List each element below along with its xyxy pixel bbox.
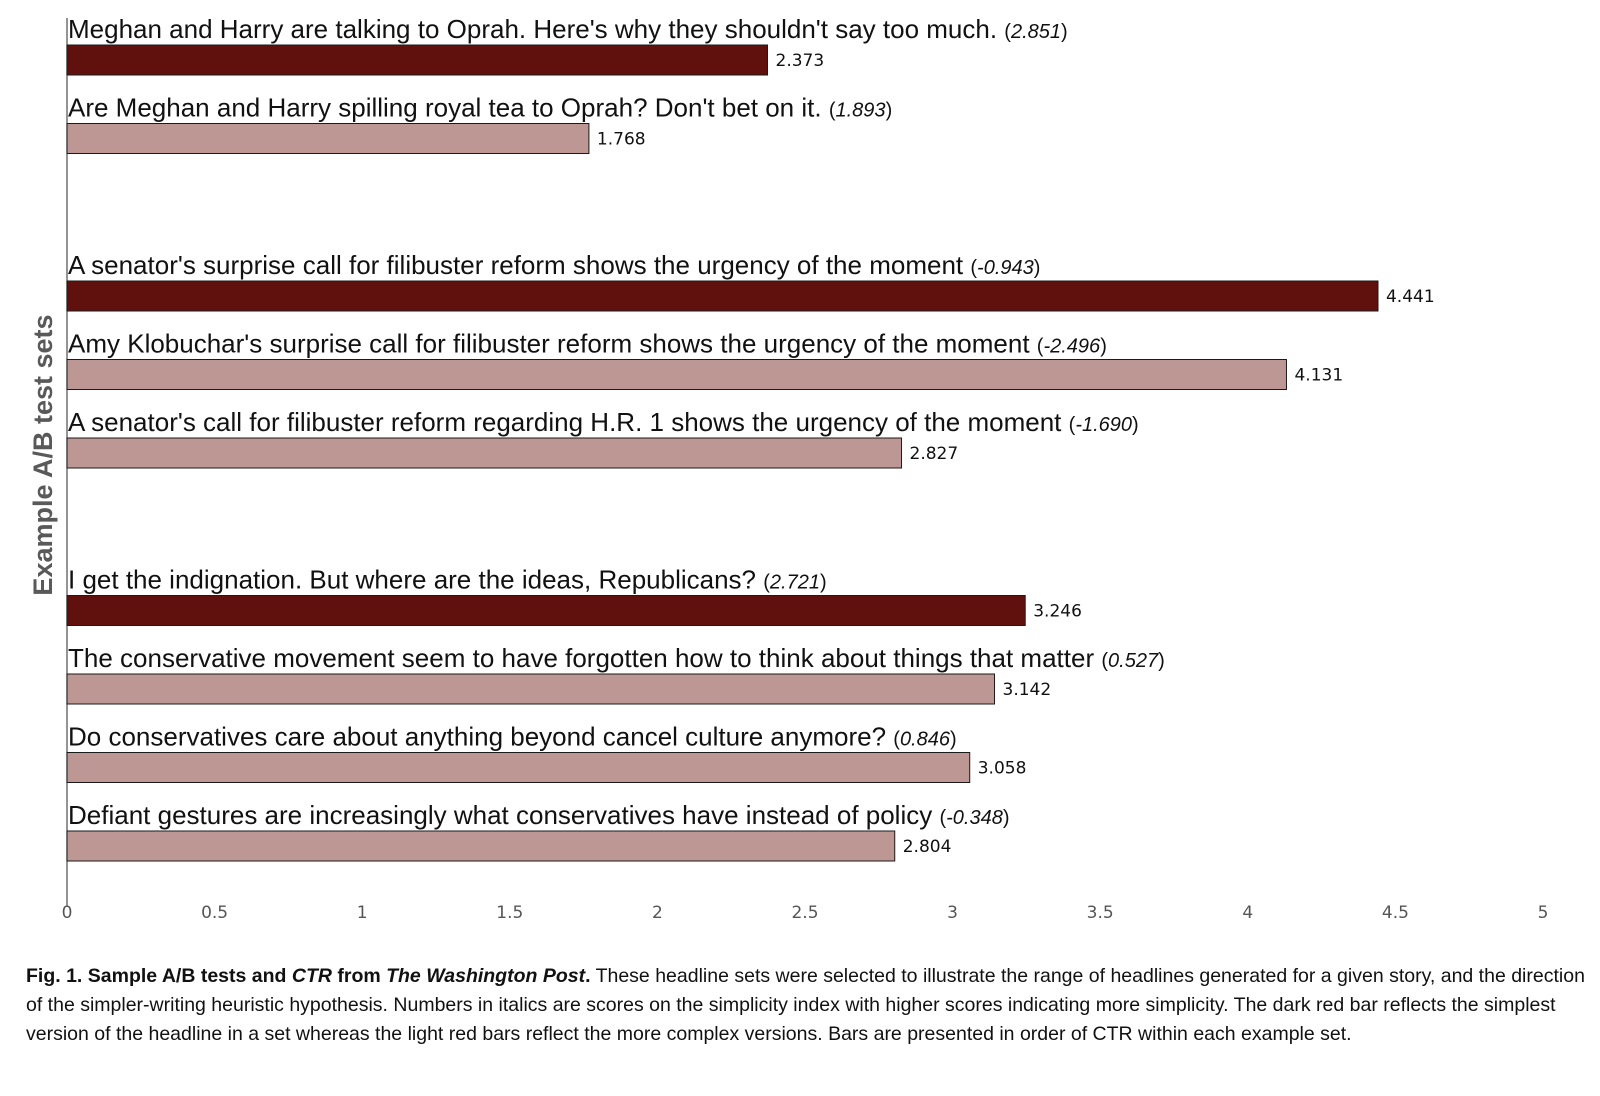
score-paren-close: ) (1132, 414, 1139, 436)
bar-simplest (67, 596, 1025, 626)
caption-fig-number: Fig. 1. (26, 965, 88, 987)
score-value: 0.846 (899, 728, 950, 751)
x-tick-label: 2 (651, 903, 663, 923)
y-axis-label: Example A/B test sets (28, 314, 58, 596)
score-paren-open: ( (1036, 335, 1044, 358)
headline-label (68, 565, 827, 595)
x-axis-ticks (62, 903, 1549, 923)
headline-label (68, 722, 957, 752)
bar-complex (67, 360, 1286, 390)
score-value: 1.893 (835, 99, 886, 122)
score-value: -1.690 (1075, 414, 1133, 436)
bar-value-label: 3.142 (1002, 680, 1052, 700)
bars-group (67, 14, 1435, 861)
x-tick-label: 0 (61, 903, 73, 923)
score-value: 0.527 (1108, 650, 1159, 672)
bar-complex (67, 438, 902, 468)
x-tick-label: 4.5 (1381, 903, 1409, 923)
simplicity-score (1004, 21, 1067, 43)
bar-value-label: 2.373 (775, 51, 825, 71)
headline-text: Meghan and Harry are talking to Oprah. Here's why they shouldn't say too much. (68, 14, 1005, 44)
headline-text: The conservative movement seem to have forgotten how to think about things that matter (68, 643, 1102, 673)
simplicity-score (763, 572, 826, 594)
bar-value-label: 2.827 (909, 444, 959, 464)
caption-title-publication: The Washington Post (386, 965, 586, 987)
headline-text: Amy Klobuchar's surprise call for filibuster reform shows the urgency of the moment (68, 328, 1037, 359)
simplicity-score (1037, 336, 1107, 358)
simplicity-score (893, 729, 956, 751)
headline-label (68, 250, 1040, 280)
headline-text: Do conservatives care about anything beyond cancel culture anymore? (68, 721, 894, 752)
headline-label (68, 407, 1139, 437)
headline-label (68, 643, 1165, 673)
caption-body: These headline sets were selected to illustrate the range of headlines generated for a given story, and the direction of the simpler-writing heuristic hypothesis. Numbers in italics are scores on the simplicity index with higher scores indicating more simplicity. The dark red bar reflects the simplest version of the headline in a set whereas the light red bars reflect the more complex versions. Bars are presented in order of CTR within each example set. (26, 965, 1585, 1045)
caption-title-ctr: CTR (291, 965, 332, 987)
bar-simplest (67, 281, 1378, 311)
headline-label (68, 93, 892, 123)
headline-text: Defiant gestures are increasingly what conservatives have instead of policy (68, 800, 940, 830)
x-tick-label: 5 (1537, 903, 1549, 923)
score-value: -2.496 (1043, 335, 1101, 358)
x-tick-label: 3 (947, 903, 959, 923)
bar-value-label: 4.441 (1385, 287, 1435, 307)
headline-label (68, 14, 1068, 44)
headline-label (68, 800, 1010, 830)
simplicity-score (970, 257, 1040, 279)
x-tick-label: 2.5 (791, 903, 819, 923)
score-paren-close: ) (885, 99, 893, 122)
bar-value-label: 2.804 (902, 837, 952, 857)
headline-text: A senator's call for filibuster reform regarding H.R. 1 shows the urgency of the moment (68, 407, 1069, 437)
score-paren-close: ) (1100, 335, 1107, 358)
score-paren-close: ) (1002, 807, 1010, 829)
bar-value-label: 4.131 (1294, 365, 1344, 386)
headline-text: Are Meghan and Harry spilling royal tea to Oprah? Don't bet on it. (68, 92, 829, 123)
bar-value-label: 3.246 (1033, 601, 1082, 622)
headline-text: A senator's surprise call for filibuster reform shows the urgency of the moment (68, 250, 971, 280)
score-paren-close: ) (950, 728, 957, 751)
figure-caption (26, 962, 1592, 1049)
score-paren-open: ( (1101, 650, 1109, 672)
score-paren-open: ( (763, 571, 770, 594)
bar-value-label: 3.058 (977, 758, 1027, 779)
score-value: 2.721 (769, 571, 820, 594)
bar-complex (67, 124, 589, 154)
score-paren-close: ) (819, 571, 827, 594)
simplicity-score (939, 807, 1009, 829)
x-tick-label: 1 (356, 903, 368, 923)
x-tick-label: 4 (1242, 903, 1254, 923)
score-value: -0.943 (977, 257, 1034, 279)
simplicity-score (829, 100, 892, 122)
score-paren-close: ) (1033, 257, 1041, 279)
score-paren-open: ( (939, 807, 947, 829)
caption-title-a: Sample A/B tests and (87, 965, 292, 987)
score-paren-close: ) (1061, 21, 1068, 43)
score-paren-open: ( (893, 728, 900, 751)
bar-value-label: 1.768 (596, 129, 646, 150)
x-tick-label: 3.5 (1086, 903, 1114, 923)
score-paren-open: ( (828, 99, 836, 122)
score-paren-close: ) (1158, 650, 1165, 672)
caption-title-end: . (585, 965, 591, 987)
headline-text: I get the indignation. But where are the ideas, Republicans? (68, 564, 764, 595)
bar-simplest (67, 45, 768, 75)
score-paren-open: ( (970, 257, 978, 279)
bar-complex (67, 674, 995, 704)
score-value: -0.348 (946, 807, 1003, 829)
simplicity-score (1101, 650, 1164, 672)
x-tick-label: 0.5 (201, 903, 229, 923)
score-paren-open: ( (1068, 414, 1076, 436)
bar-complex (67, 831, 895, 861)
simplicity-score (1069, 414, 1139, 436)
score-paren-open: ( (1004, 21, 1011, 43)
bar-complex (67, 753, 970, 783)
score-value: 2.851 (1010, 21, 1062, 43)
caption-title-b: from (331, 965, 387, 987)
x-tick-label: 1.5 (496, 903, 524, 923)
headline-label (68, 329, 1107, 359)
